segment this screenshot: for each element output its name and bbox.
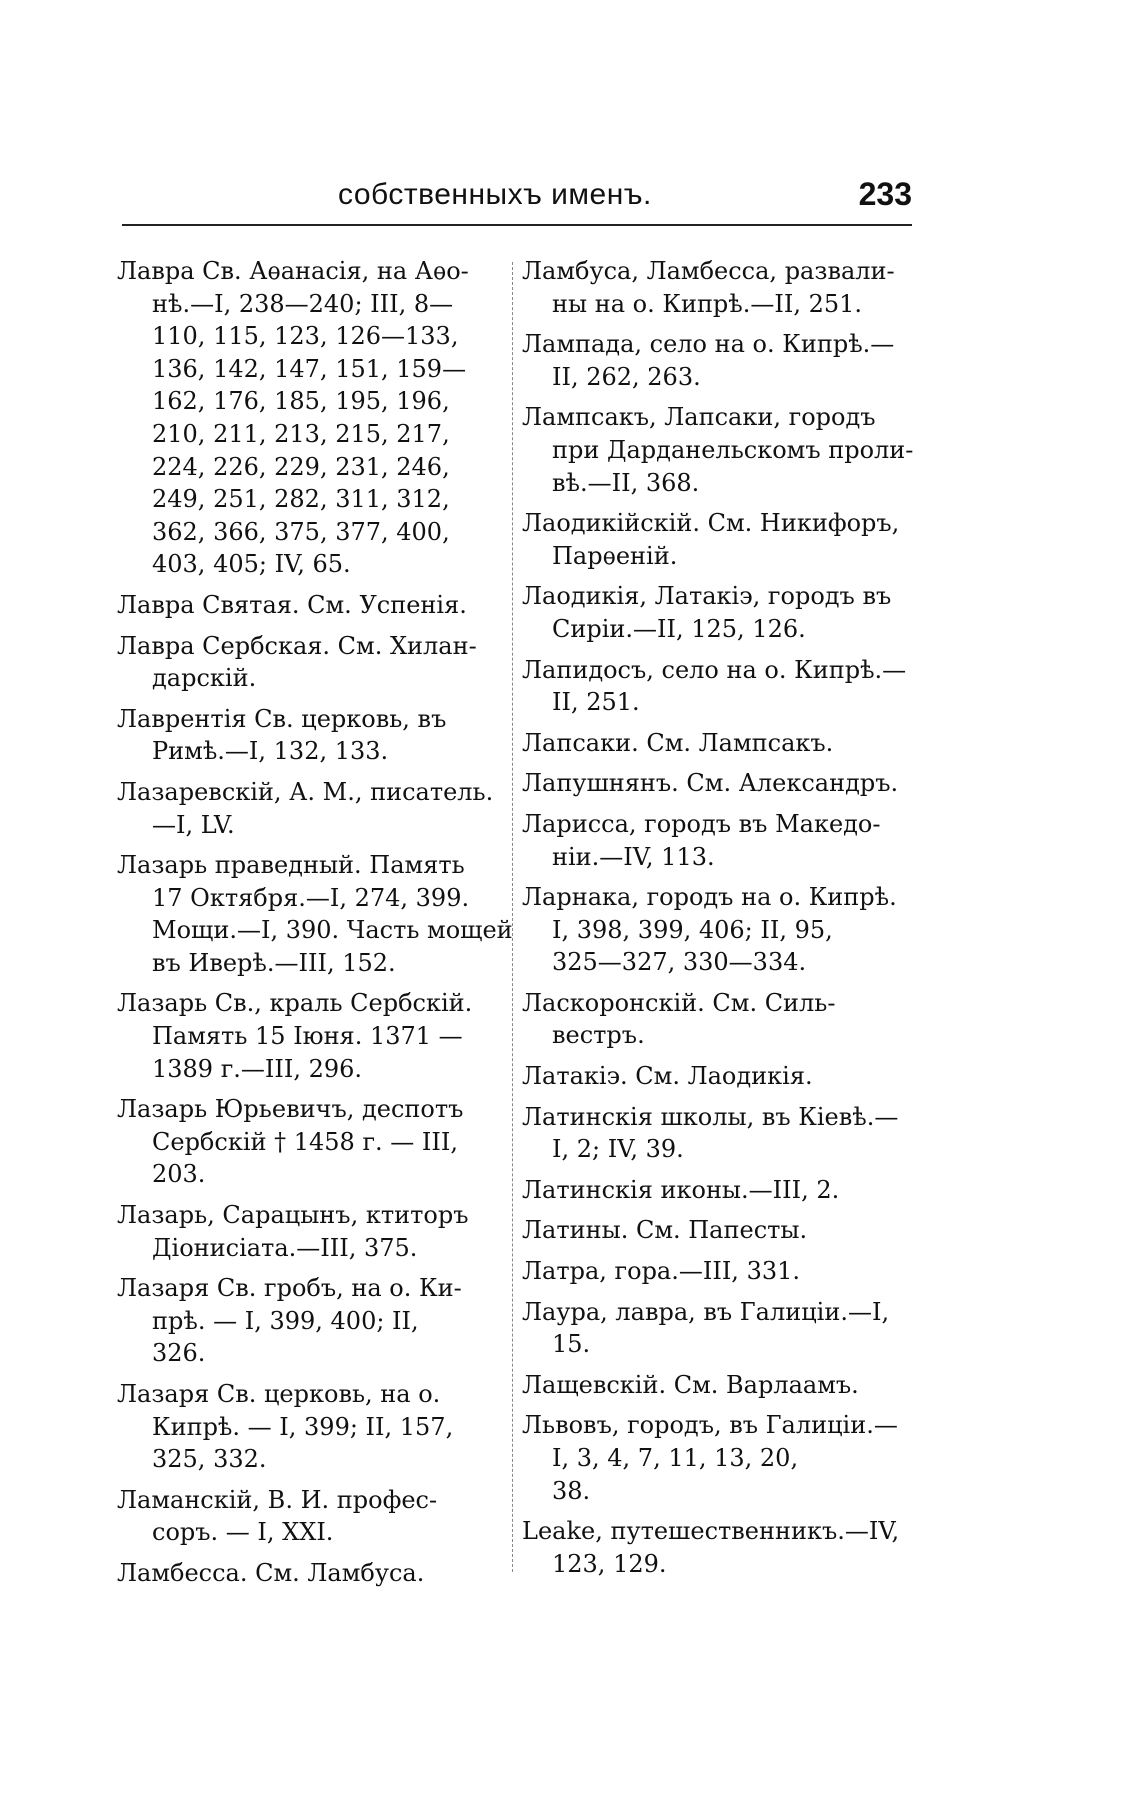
index-entry [522,255,907,320]
index-entry [117,255,502,581]
entry-line: II, 262, 263. [552,362,701,391]
index-entry [522,767,907,800]
entry-line: дарскій. [152,664,257,693]
entry-line: Лапидосъ, село на о. Кипрѣ.— [522,655,907,684]
entry-line: при Дарданельскомъ проли- [552,435,914,464]
index-entry [117,776,502,841]
index-entry [522,1515,907,1580]
entry-line: вестръ. [552,1021,645,1050]
index-entry [522,1060,907,1093]
index-entry [522,507,907,572]
entry-line: Лазаря Св. гробъ, на о. Ки- [117,1274,462,1303]
index-entry [117,1272,502,1370]
entry-line: 203. [152,1160,206,1189]
entry-line: Латра, гора.—III, 331. [522,1257,801,1286]
entry-line: Лампсакъ, Лапсаки, городъ [522,403,876,432]
entry-line: Сиріи.—II, 125, 126. [552,614,806,643]
entry-line: 1389 г.—III, 296. [152,1054,363,1083]
entry-line: Лаура, лавра, въ Галиціи.—I, [522,1297,890,1326]
entry-line: 224, 226, 229, 231, 246, [152,452,450,481]
entry-line: Ларнака, городъ на о. Кипрѣ. [522,883,897,912]
entry-line: I, 3, 4, 7, 11, 13, 20, [552,1444,799,1472]
index-entry [522,727,907,760]
entry-line: вѣ.—II, 368. [552,468,700,497]
header-rule [122,224,912,226]
entry-line: Лазарь Юрьевичъ, деспотъ [117,1095,464,1124]
page-number: 233 [858,176,912,212]
entry-line: Латинскія школы, въ Кіевѣ.— [522,1102,899,1131]
index-entry [117,849,513,979]
entry-line: I, 398, 399, 406; II, 95, [552,915,833,944]
entry-line: Лавра Сербская. См. Хилан- [117,631,477,660]
entry-line: 210, 211, 213, 215, 217, [152,419,450,448]
index-entry [117,1484,502,1549]
entry-line: 326. [152,1339,206,1368]
entry-line: Лапушнянъ. См. Александръ. [522,769,899,798]
entry-line: Лазаря Св. церковь, на о. [117,1380,441,1408]
index-entry [117,1199,502,1264]
index-entry [522,654,907,719]
entry-line: Кипрѣ. — I, 399; II, 157, [152,1412,454,1441]
entry-line: соръ. — I, XXI. [152,1518,334,1547]
index-entry [117,1557,502,1590]
entry-line: Ламбесса. См. Ламбуса. [117,1558,425,1587]
entry-line: 325, 332. [152,1445,267,1474]
left-index-column [117,255,513,1598]
entry-line: Сербскій † 1458 г. — III, [152,1127,458,1156]
entry-line: Лампада, село на о. Кипрѣ.— [522,330,895,359]
entry-line: Лазаревскій, А. М., писатель. [117,777,494,806]
running-head [122,178,912,222]
index-entry [522,1214,907,1247]
running-title: собственныхъ именъ. [338,178,652,211]
entry-line: Leake, путешественникъ.—IV, [522,1517,900,1546]
entry-line: ны на о. Кипрѣ.—II, 251. [552,289,863,318]
entry-line: ніи.—IV, 113. [552,842,715,871]
index-entry [117,1093,502,1191]
index-entry [117,987,502,1085]
index-entry [522,580,907,645]
entry-line: Парѳеній. [552,541,678,570]
entry-line: Львовъ, городъ, въ Галиціи.— [522,1411,898,1440]
entry-line: 123, 129. [552,1549,667,1578]
entry-line: Ласкоронскій. См. Силь- [522,988,836,1017]
entry-line: Латакіэ. См. Лаодикія. [522,1062,813,1091]
entry-line: Лащевскій. См. Варлаамъ. [522,1370,859,1399]
entry-line: 38. [552,1476,591,1505]
entry-line: 15. [552,1330,591,1359]
entry-line: 325—327, 330—334. [552,948,807,977]
entry-line: Ламанскій, В. И. профес- [117,1485,438,1514]
index-entry [522,1409,907,1507]
right-index-column [522,255,914,1588]
entry-line: 17 Октября.—I, 274, 399. [152,883,470,912]
entry-line: 362, 366, 375, 377, 400, [152,517,450,546]
entry-line: Лавра Святая. См. Успенія. [117,590,467,619]
index-entry [522,1101,907,1166]
entry-line: Лаодикійскій. См. Никифоръ, [522,509,900,538]
entry-line: I, 2; IV, 39. [552,1135,684,1164]
index-entry [117,630,502,695]
entry-line: Лапсаки. См. Лампсакъ. [522,728,834,757]
entry-line: прѣ. — I, 399, 400; II, [152,1306,419,1335]
entry-line: Память 15 Іюня. 1371 — [152,1022,463,1051]
entry-line: 249, 251, 282, 311, 312, [152,485,450,514]
entry-line: Лавра Св. Аѳанасія, на Аѳо- [117,257,469,285]
entry-line: Латины. См. Папесты. [522,1216,808,1245]
entry-line: 162, 176, 185, 195, 196, [152,387,450,416]
entry-line: 403, 405; IV, 65. [152,550,351,579]
index-entry [117,589,502,622]
entry-line: 136, 142, 147, 151, 159— [152,354,467,383]
entry-line: —I, LV. [152,810,235,839]
entry-line: Ламбуса, Ламбесса, развали- [522,257,895,285]
index-entry [522,1174,907,1207]
entry-line: Лазарь Св., краль Сербскій. [117,989,473,1018]
index-entry [522,1255,907,1288]
entry-line: Лаодикія, Латакіэ, городъ въ [522,582,892,611]
entry-line: Лаврентія Св. церковь, въ [117,704,447,733]
index-entry [522,808,907,873]
index-entry [117,1378,502,1476]
index-entry [522,328,907,393]
entry-line: Діонисіата.—III, 375. [152,1233,418,1262]
entry-line: нѣ.—I, 238—240; III, 8— [152,289,454,318]
index-entry [117,703,502,768]
entry-line: II, 251. [552,688,640,717]
entry-line: въ Иверѣ.—III, 152. [152,948,396,977]
entry-line: Лазарь, Сарацынъ, ктиторъ [117,1201,469,1230]
entry-line: Ларисса, городъ въ Македо- [522,809,881,838]
entry-line: Мощи.—I, 390. Часть мощей [152,916,513,945]
index-entry [522,881,907,979]
column-divider [512,262,513,1572]
entry-line: Римѣ.—I, 132, 133. [152,737,389,766]
entry-line: Лазарь праведный. Память [117,851,465,880]
index-entry [522,1369,907,1402]
index-entry [522,1296,907,1361]
index-entry [522,401,914,499]
entry-line: Латинскія иконы.—III, 2. [522,1175,840,1204]
index-entry [522,987,907,1052]
entry-line: 110, 115, 123, 126—133, [152,322,459,351]
